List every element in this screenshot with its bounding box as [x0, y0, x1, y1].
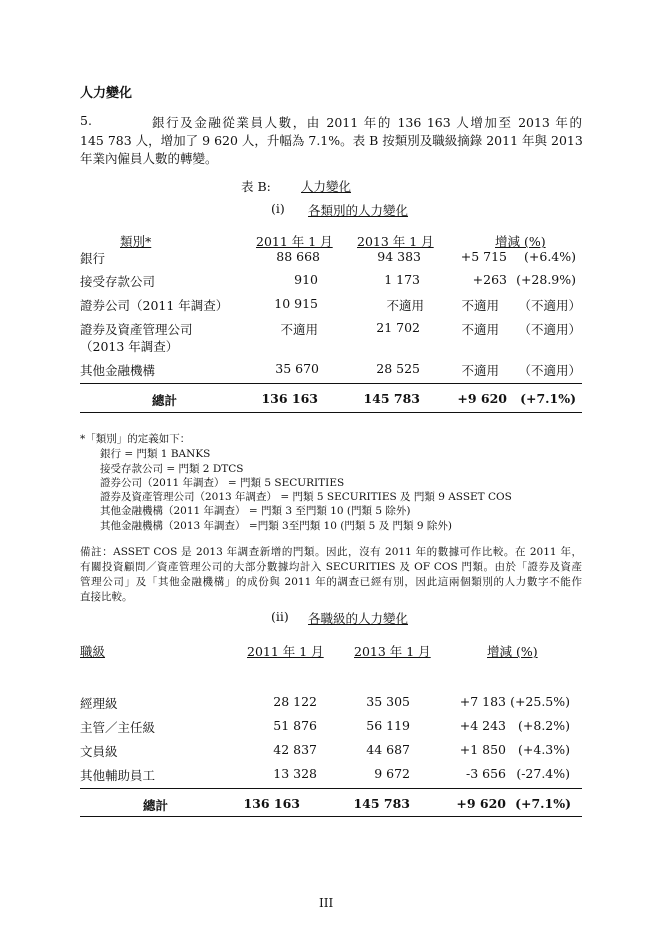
row-2011: 不適用 [280, 322, 318, 337]
definitions-intro: *「類別」的定義如下： [80, 433, 191, 445]
subtable-1-number: (i) [271, 201, 285, 216]
total-top-rule [80, 788, 582, 789]
total-2013: 145 783 [363, 391, 420, 406]
row-pct: （不適用） [518, 322, 581, 337]
row-pct: (-27.4%) [516, 766, 570, 781]
remark-line-3: 管理公司」及「其他金融機構」的成份與 2011 年的調查已經有別，因此這兩個類別的人力數字不能作 [80, 576, 582, 588]
row-change: -3 656 [465, 766, 506, 781]
header-2013: 2013 年 1 月 [357, 234, 434, 249]
header-category: 類別* [120, 234, 152, 249]
header-change: 增減 (%) [487, 644, 538, 659]
paragraph-line-1: 銀行及金融從業員人數，由 2011 年的 136 163 人增加至 2013 年的 [152, 115, 582, 130]
row-2011: 88 668 [276, 249, 320, 264]
row-2013: 94 383 [377, 249, 421, 264]
row-2011: 13 328 [273, 766, 317, 781]
total-label: 總計 [152, 393, 178, 408]
total-2011: 136 163 [243, 796, 300, 811]
header-2011: 2011 年 1 月 [256, 234, 333, 249]
total-bottom-rule [80, 412, 582, 413]
subtable-1-title: 各類別的人力變化 [308, 203, 409, 218]
row-2011: 10 915 [274, 296, 318, 311]
total-2013: 145 783 [353, 796, 410, 811]
row-pct: (+6.4%) [524, 249, 576, 264]
subtable-2-number: (ii) [271, 609, 289, 624]
row-2013: 不適用 [386, 298, 424, 313]
row-2013: 44 687 [366, 742, 410, 757]
row-change: 不適用 [461, 363, 499, 378]
total-change: +9 620 [456, 796, 506, 811]
row-name: 文員級 [80, 744, 118, 759]
row-2011: 28 122 [273, 694, 317, 709]
row-2013: 35 305 [366, 694, 410, 709]
row-change: 不適用 [461, 322, 499, 337]
paragraph-number: 5. [80, 113, 92, 128]
row-2013: 56 119 [366, 718, 410, 733]
total-pct: (+7.1%) [515, 796, 571, 811]
remark-line-1: 備註：ASSET COS 是 2013 年調查新增的門類。因此，沒有 2011 年的數據可作比較。在 2011 年， [80, 546, 582, 558]
table-label: 表 B: [241, 179, 271, 194]
row-name: 其他金融機構 [80, 363, 156, 378]
paragraph-line-2: 145 783 人，增加了 9 620 人，升幅為 7.1%。表 B 按類別及職級摘錄 2011 年與 2013 [80, 133, 583, 148]
remark-line-4: 直接比較。 [80, 591, 133, 603]
header-2011: 2011 年 1 月 [247, 644, 324, 659]
section-heading: 人力變化 [80, 86, 133, 101]
row-2013: 21 702 [376, 320, 420, 335]
total-2011: 136 163 [261, 391, 318, 406]
total-bottom-rule [80, 816, 582, 817]
row-2013: 9 672 [374, 766, 410, 781]
row-name: 經理級 [80, 696, 118, 711]
remark-line-2: 有關投資顧問／資產管理公司的大部分數據均計入 SECURITIES 及 OF COS 門類。由於「證券及資產 [80, 561, 582, 573]
subtable-2-title: 各職級的人力變化 [308, 611, 409, 626]
row-name-line-2: （2013 年調查） [80, 339, 179, 354]
row-change: +5 715 [460, 249, 507, 264]
row-change: +4 243 [459, 718, 506, 733]
total-top-rule [80, 383, 582, 384]
row-pct: (+28.9%) [516, 272, 576, 287]
row-pct: （不適用） [518, 363, 581, 378]
header-change: 增減 (%) [495, 234, 546, 249]
row-name: 銀行 [80, 251, 106, 266]
row-pct: (+8.2%) [518, 718, 570, 733]
row-name: 其他輔助員工 [80, 768, 156, 783]
row-name: 接受存款公司 [80, 274, 156, 289]
row-2011: 51 876 [273, 718, 317, 733]
header-grade: 職級 [80, 644, 106, 659]
definition-item: 證券及資產管理公司（2013 年調查） = 門類 5 SECURITIES 及 門類 9 ASSET COS [100, 491, 512, 503]
row-2011: 910 [294, 272, 318, 287]
row-change: +263 [472, 272, 507, 287]
definition-item: 接受存款公司 = 門類 2 DTCS [100, 463, 244, 475]
row-name: 證券公司（2011 年調查） [80, 298, 229, 313]
header-2013: 2013 年 1 月 [354, 644, 431, 659]
total-pct: (+7.1%) [520, 391, 576, 406]
row-2011: 42 837 [273, 742, 317, 757]
total-label: 總計 [143, 798, 169, 813]
definition-item: 證券公司（2011 年調查） = 門類 5 SECURITIES [100, 477, 345, 489]
row-2013: 1 173 [384, 272, 420, 287]
row-name: 證券及資產管理公司 [80, 322, 193, 337]
row-pct: (+25.5%) [510, 694, 570, 709]
definition-item: 其他金融機構（2013 年調查） =門類 3至門類 10 (門類 5 及 門類 9 除外) [100, 520, 452, 532]
row-change: +1 850 [459, 742, 506, 757]
row-pct: （不適用） [518, 298, 581, 313]
page-number: III [319, 896, 334, 910]
paragraph-line-3: 年業內僱員人數的轉變。 [80, 151, 218, 166]
row-change: 不適用 [461, 298, 499, 313]
definition-item: 其他金融機構（2011 年調查） = 門類 3 至門類 10 (門類 5 除外) [100, 505, 411, 517]
row-2013: 28 525 [376, 361, 420, 376]
row-name: 主管／主任級 [80, 720, 156, 735]
total-change: +9 620 [457, 391, 507, 406]
definition-item: 銀行 = 門類 1 BANKS [100, 448, 211, 460]
row-pct: (+4.3%) [518, 742, 570, 757]
row-2011: 35 670 [275, 361, 319, 376]
row-change: +7 183 [459, 694, 506, 709]
table-title: 人力變化 [301, 179, 352, 194]
